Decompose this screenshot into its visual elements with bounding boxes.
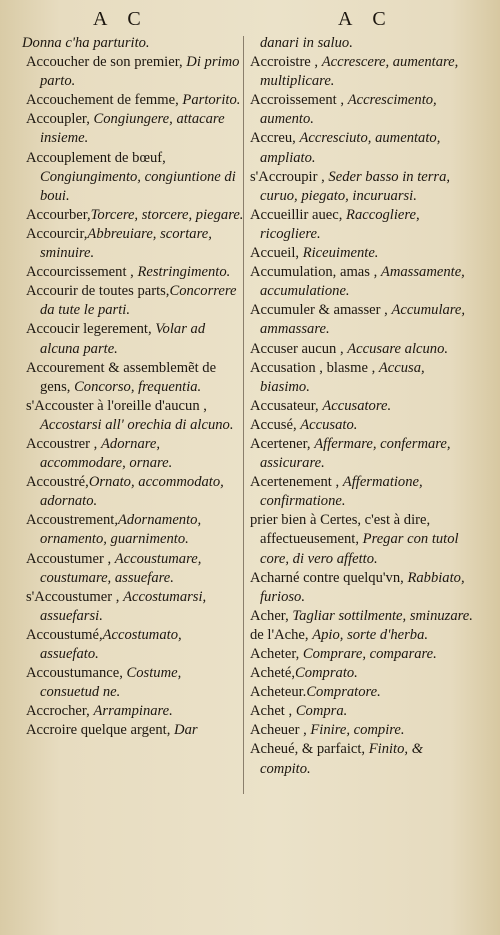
dictionary-entry: Accoustrer , Adornare, accommodare, ornare.: [26, 435, 173, 472]
dictionary-entry: Accroistre , Accrescere, aumentare, multiplicare.: [250, 54, 459, 90]
dictionary-entry: Acheteur.Compratore.: [250, 684, 381, 701]
column-rule: [243, 36, 244, 794]
dictionary-entry: Accourcir,Abbreuiare, scortare, sminuire.: [26, 225, 212, 262]
dictionary-entry: Accroissement , Accrescimento, aumento.: [250, 92, 437, 128]
dictionary-entry: Accusation , blasme , Accusa, biasimo.: [250, 359, 425, 395]
running-head-left: A C: [93, 8, 149, 30]
dictionary-entry: Acher, Tagliar sottilmente, sminuzare.: [250, 607, 473, 624]
dictionary-entry: prier bien à Certes, c'est à dire, affectueusement, Pregar con tutol core, di vero affetto.: [250, 512, 459, 567]
dictionary-entry: s'Accouster à l'oreille d'aucun , Accostarsi all' orechia di alcuno.: [26, 397, 234, 433]
dictionary-entry: Accumuler & amasser , Accumulare, ammassare.: [250, 302, 466, 338]
dictionary-entry: Acheter, Comprare, comparare.: [250, 646, 437, 662]
dictionary-entry: Achet , Compra.: [250, 703, 348, 720]
dictionary-entry: Accuser aucun , Accusare alcuno.: [250, 340, 449, 357]
dictionary-entry: Accusé, Accusato.: [250, 416, 358, 433]
dictionary-entry: Accueillir auec, Raccogliere, ricogliere.: [250, 206, 420, 242]
dictionary-entry: Accoucir legerement, Volar ad alcuna parte.: [26, 321, 206, 357]
dictionary-entry: Acheuer , Finire, compire.: [250, 722, 405, 739]
dictionary-entry: Accoustrement,Adornamento, ornamento, guarnimento.: [26, 512, 202, 548]
dictionary-entry: Accourber,Torcere, storcere, piegare.: [26, 206, 244, 223]
dictionary-entry: Accourcissement , Restringimento.: [26, 264, 231, 281]
left-column: [22, 34, 244, 740]
dictionary-entry: Accoustumé,Accostumato, assuefato.: [26, 626, 182, 662]
dictionary-entry: Accoustré,Ornato, accommodato, adornato.: [26, 474, 224, 510]
dictionary-entry: Acharné contre quelqu'vn, Rabbiato, furioso.: [250, 569, 465, 605]
dictionary-entry: Acertenement , Affermatione, confirmatione.: [250, 474, 423, 510]
dictionary-entry: s'Accoustumer , Accostumarsi, assuefarsi.: [26, 588, 207, 624]
dictionary-entry: Accumulation, amas , Amassamente, accumulatione.: [250, 264, 465, 300]
dictionary-entry: Accourir de toutes parts,Concorrere da tute le parti.: [26, 283, 237, 319]
dictionary-entry: Accueil, Riceuimente.: [250, 245, 379, 262]
dictionary-entry: s'Accroupir , Seder basso in terra, curuo, piegato, incuruarsi.: [250, 168, 451, 204]
dictionary-entry: Accoustumance, Costume, consuetud ne.: [26, 665, 182, 701]
dictionary-entry: Accrocher, Arrampinare.: [26, 703, 173, 720]
dictionary-entry: de l'Ache, Apio, sorte d'herba.: [250, 626, 429, 643]
dictionary-entry: Accoustumer , Accoustumare, coustumare, assuefare.: [26, 550, 202, 586]
dictionary-entry: Accouchement de femme, Partorito.: [26, 92, 241, 109]
dictionary-entry: Accoupler, Congiungere, attacare insieme.: [26, 111, 225, 147]
dictionary-entry: Acheté,Comprato.: [250, 665, 358, 682]
dictionary-entry: Donna c'ha parturito.: [22, 35, 150, 51]
dictionary-entry: Accouplement de bœuf, Congiungimento, congiuntione di boui.: [26, 149, 236, 204]
dictionary-entry: Accreu, Accresciuto, aumentato, ampliato.: [250, 130, 441, 166]
dictionary-entry: Accroire quelque argent, Dar: [26, 722, 198, 739]
running-head-right: A C: [338, 8, 394, 30]
dictionary-entry: danari in saluo.: [260, 35, 353, 51]
dictionary-entry: Accoucher de son premier, Di primo parto.: [26, 54, 240, 90]
dictionary-entry: Acertener, Affermare, confermare, assicurare.: [250, 435, 451, 472]
dictionary-entry: Acheué, & parfaict, Finito, & compito.: [250, 741, 424, 777]
dictionary-entry: Accusateur, Accusatore.: [250, 397, 392, 414]
dictionary-entry: Accourement & assemblemẽt de gens, Concorso, frequentia.: [26, 359, 217, 395]
right-column: [250, 34, 474, 779]
